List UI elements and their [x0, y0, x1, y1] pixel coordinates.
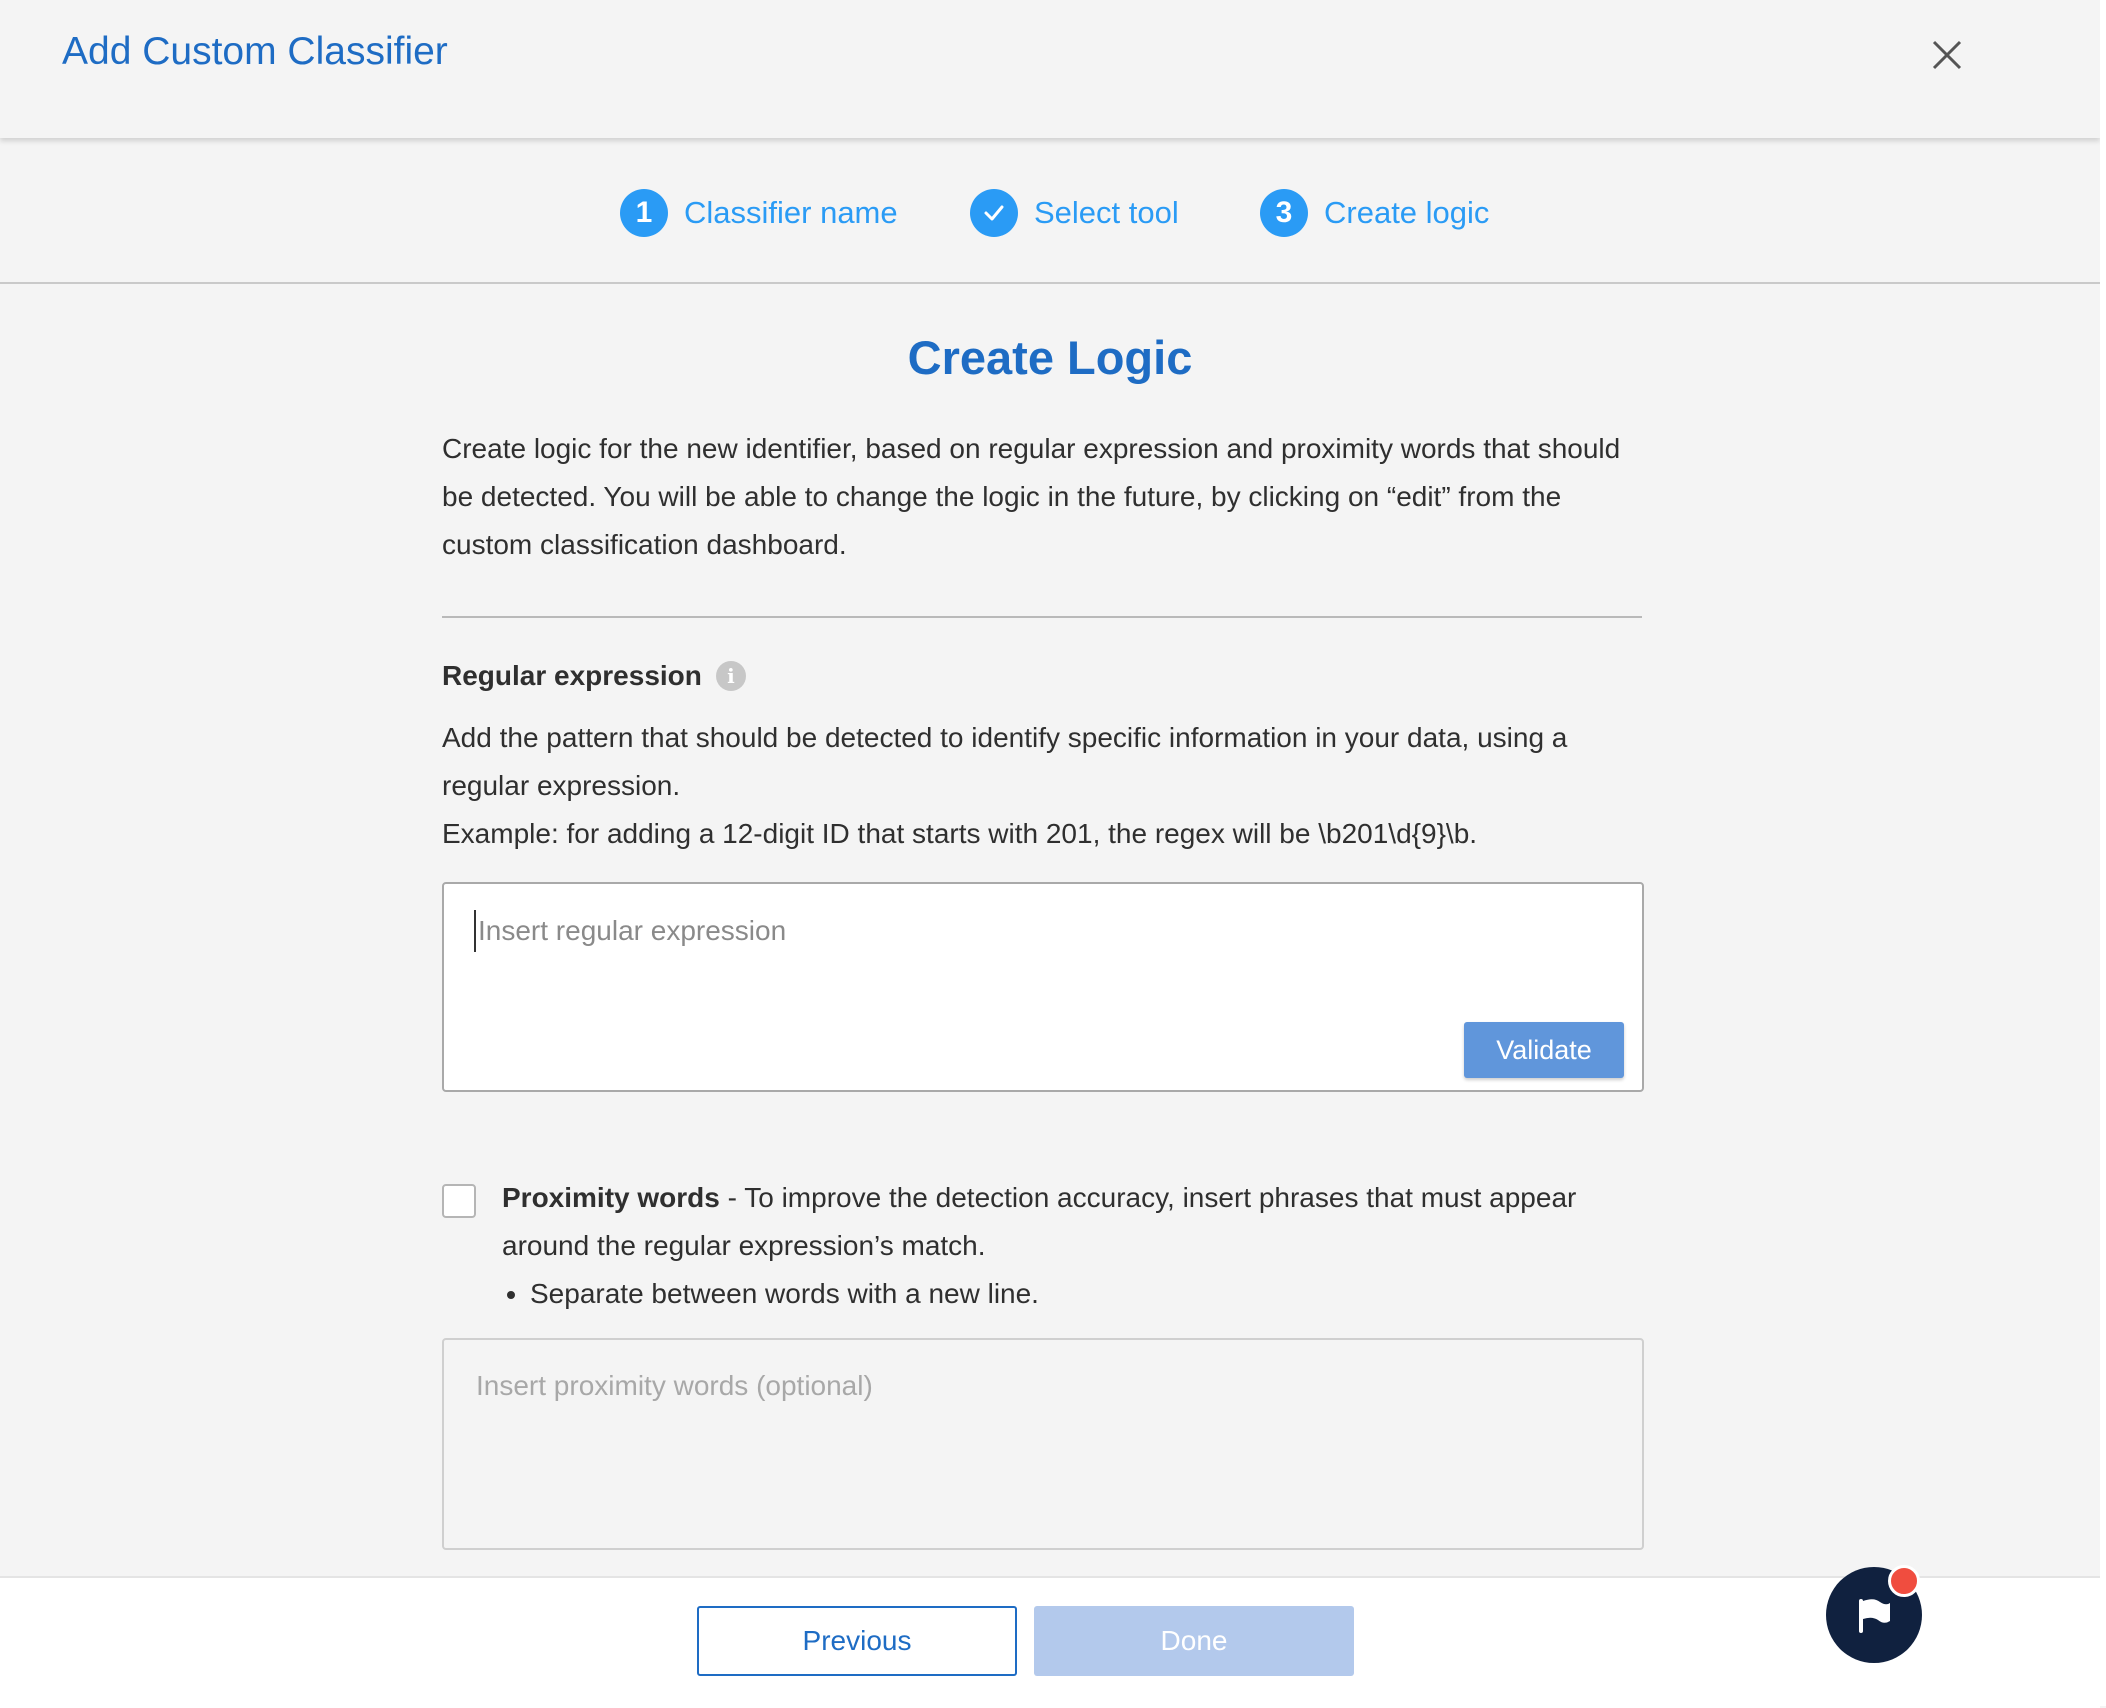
proximity-field-container: [442, 1338, 1644, 1550]
proximity-title: Proximity words: [502, 1182, 720, 1213]
proximity-checkbox[interactable]: [442, 1184, 476, 1218]
step-number: 3: [1260, 189, 1308, 237]
step-label: Create logic: [1324, 195, 1490, 230]
proximity-input[interactable]: [474, 1368, 1618, 1522]
window-edge: [2100, 0, 2106, 1706]
regex-title: Regular expression: [442, 660, 702, 691]
page-title: Create Logic: [907, 331, 1193, 384]
dialog-header: [0, 0, 2100, 138]
previous-button[interactable]: Previous: [697, 1606, 1017, 1676]
regex-description-text: Add the pattern that should be detected to identify specific information in your data, using a regular expression.: [442, 722, 1568, 801]
close-icon[interactable]: [1930, 38, 1964, 72]
done-button[interactable]: Done: [1034, 1606, 1354, 1676]
checkmark-icon: [970, 189, 1018, 237]
regex-input[interactable]: [474, 910, 1580, 952]
step-number: 1: [620, 189, 668, 237]
dialog-title: Add Custom Classifier: [62, 30, 448, 73]
regex-field-container: [442, 882, 1644, 1092]
validate-button[interactable]: Validate: [1464, 1022, 1624, 1078]
chat-launcher[interactable]: [1826, 1567, 1922, 1663]
regex-example-text: Example: for adding a 12-digit ID that starts with 201, the regex will be \b201\d{9}\b.: [442, 818, 1478, 849]
dialog-footer: [0, 1576, 2100, 1708]
regex-section-title: [442, 656, 746, 696]
stepper: [0, 138, 2100, 284]
flag-icon: [1850, 1591, 1898, 1639]
divider: [442, 616, 1642, 618]
proximity-bullets: [502, 1270, 1039, 1318]
list-item: • Separate between words with a new line.: [530, 1270, 1039, 1318]
step-select-tool[interactable]: [970, 188, 1179, 238]
info-icon[interactable]: i: [716, 661, 746, 691]
step-create-logic[interactable]: [1260, 188, 1489, 238]
step-classifier-name[interactable]: [620, 188, 898, 238]
step-label: Select tool: [1034, 195, 1179, 230]
step-label: Classifier name: [684, 195, 898, 230]
proximity-description: [502, 1174, 1652, 1270]
notification-badge: [1888, 1565, 1920, 1597]
proximity-description-text: - To improve the detection accuracy, insert phrases that must appear around the regular expression’s match.: [502, 1182, 1577, 1261]
regex-description: [442, 714, 1657, 858]
intro-text: Create logic for the new identifier, based on regular expression and proximity words that should be detected. You will be able to change the logic in the future, by clicking on “edit” from the custom classification dashboard.: [442, 433, 1621, 560]
